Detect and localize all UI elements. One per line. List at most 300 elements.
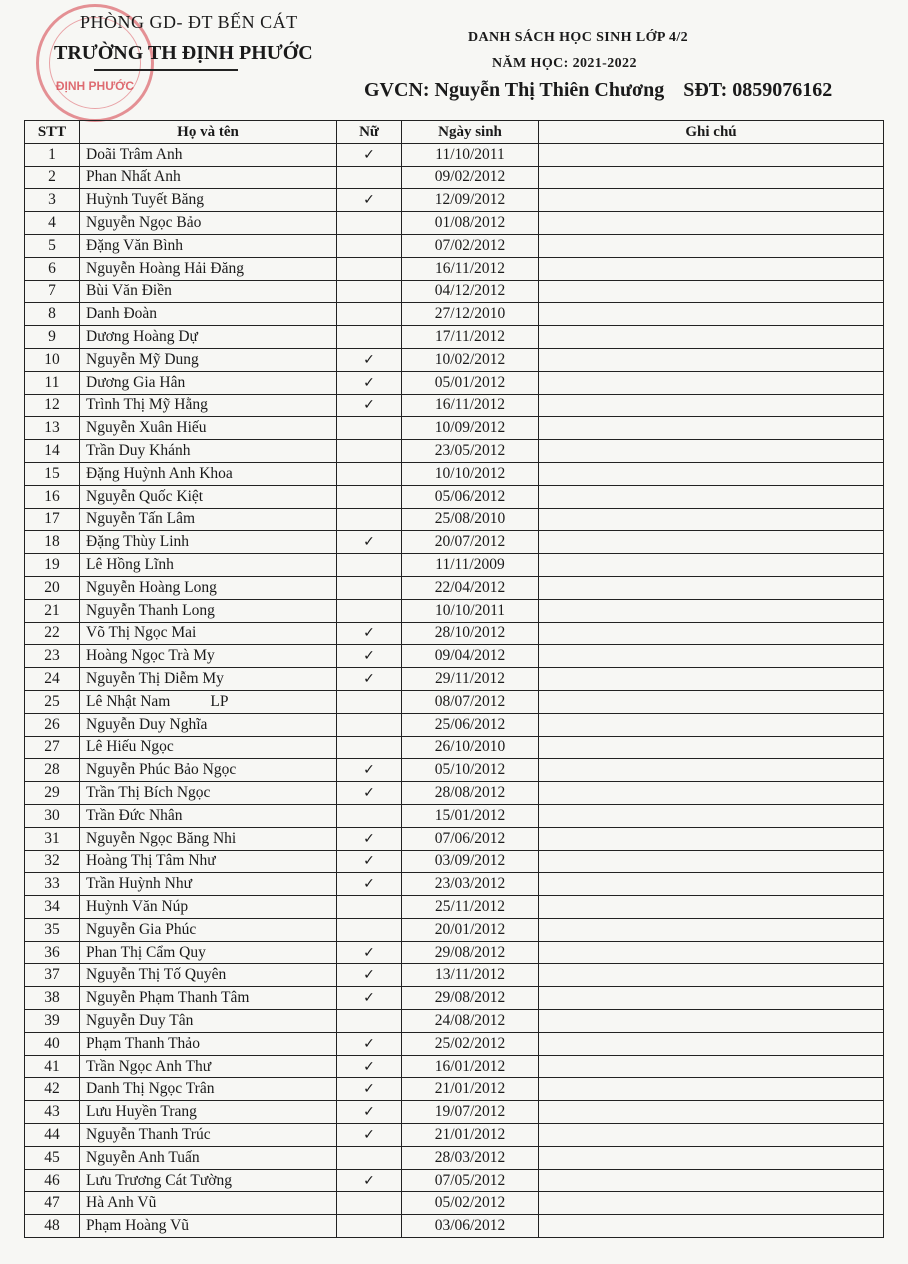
student-name: Đặng Văn Bình — [86, 236, 184, 254]
row-note — [539, 166, 884, 189]
row-female — [337, 212, 402, 235]
row-stt: 25 — [25, 690, 80, 713]
table-row — [25, 212, 884, 235]
row-name-cell — [80, 1032, 337, 1055]
row-female — [337, 1101, 402, 1124]
student-name: Nguyễn Anh Tuấn — [86, 1148, 200, 1166]
row-female — [337, 394, 402, 417]
check-mark-icon: ✓ — [363, 944, 375, 961]
row-female — [337, 485, 402, 508]
student-name: Nguyễn Ngọc Băng Nhi — [86, 829, 237, 847]
row-note — [539, 257, 884, 280]
row-stt: 27 — [25, 736, 80, 759]
row-stt: 31 — [25, 827, 80, 850]
school-name: TRƯỜNG TH ĐỊNH PHƯỚC — [54, 42, 313, 64]
row-dob: 22/04/2012 — [402, 576, 539, 599]
student-name: Nguyễn Thị Diễm My — [86, 670, 224, 688]
row-female — [337, 736, 402, 759]
row-dob: 20/07/2012 — [402, 531, 539, 554]
row-female — [337, 713, 402, 736]
table-row — [25, 143, 884, 166]
row-note — [539, 280, 884, 303]
table-row — [25, 964, 884, 987]
row-stt: 47 — [25, 1192, 80, 1215]
table-row — [25, 1146, 884, 1169]
col-header-dob: Ngày sinh — [402, 121, 539, 144]
check-mark-icon: ✓ — [363, 397, 375, 414]
row-note — [539, 143, 884, 166]
row-name-cell — [80, 394, 337, 417]
row-female — [337, 1215, 402, 1238]
table-row — [25, 599, 884, 622]
table-row — [25, 485, 884, 508]
row-female — [337, 1055, 402, 1078]
row-dob: 03/06/2012 — [402, 1215, 539, 1238]
row-name-cell — [80, 941, 337, 964]
row-name-cell — [80, 417, 337, 440]
row-note — [539, 1101, 884, 1124]
row-stt: 9 — [25, 326, 80, 349]
row-dob: 29/08/2012 — [402, 987, 539, 1010]
row-female — [337, 417, 402, 440]
row-female — [337, 1032, 402, 1055]
row-note — [539, 668, 884, 691]
row-stt: 26 — [25, 713, 80, 736]
table-row — [25, 280, 884, 303]
student-name: Trần Đức Nhân — [86, 806, 183, 824]
row-stt: 12 — [25, 394, 80, 417]
row-note — [539, 554, 884, 577]
row-dob: 09/02/2012 — [402, 166, 539, 189]
row-stt: 35 — [25, 918, 80, 941]
row-female — [337, 645, 402, 668]
row-name-cell — [80, 1169, 337, 1192]
row-note — [539, 782, 884, 805]
student-name: Lưu Huyền Trang — [86, 1103, 197, 1121]
row-name-cell — [80, 1146, 337, 1169]
row-name-cell — [80, 348, 337, 371]
row-note — [539, 1010, 884, 1033]
table-row — [25, 1124, 884, 1147]
row-stt: 37 — [25, 964, 80, 987]
table-row — [25, 827, 884, 850]
student-name: Trần Duy Khánh — [86, 442, 191, 460]
row-name-cell — [80, 554, 337, 577]
row-dob: 13/11/2012 — [402, 964, 539, 987]
table-row — [25, 645, 884, 668]
row-stt: 46 — [25, 1169, 80, 1192]
row-female — [337, 804, 402, 827]
row-stt: 38 — [25, 987, 80, 1010]
row-female — [337, 622, 402, 645]
student-name: Nguyễn Duy Nghĩa — [86, 715, 208, 733]
table-row — [25, 348, 884, 371]
document-title: DANH SÁCH HỌC SINH LỚP 4/2 — [468, 30, 689, 45]
row-name-cell — [80, 1192, 337, 1215]
row-stt: 29 — [25, 782, 80, 805]
row-note — [539, 508, 884, 531]
table-row — [25, 234, 884, 257]
row-female — [337, 531, 402, 554]
row-stt: 45 — [25, 1146, 80, 1169]
row-name-cell — [80, 736, 337, 759]
row-name-cell — [80, 280, 337, 303]
row-dob: 11/10/2011 — [402, 143, 539, 166]
school-year: NĂM HỌC: 2021-2022 — [492, 56, 637, 71]
row-note — [539, 1146, 884, 1169]
row-name-cell — [80, 1078, 337, 1101]
row-name-cell — [80, 1010, 337, 1033]
row-note — [539, 804, 884, 827]
check-mark-icon: ✓ — [363, 967, 375, 984]
row-female — [337, 440, 402, 463]
row-note — [539, 1078, 884, 1101]
row-dob: 10/09/2012 — [402, 417, 539, 440]
row-name-cell — [80, 759, 337, 782]
row-female — [337, 1010, 402, 1033]
table-row — [25, 440, 884, 463]
school-name-underline — [94, 69, 238, 71]
row-stt: 11 — [25, 371, 80, 394]
row-female — [337, 348, 402, 371]
row-dob: 11/11/2009 — [402, 554, 539, 577]
row-female — [337, 896, 402, 919]
row-dob: 09/04/2012 — [402, 645, 539, 668]
row-note — [539, 417, 884, 440]
student-name: Nguyễn Quốc Kiệt — [86, 487, 204, 505]
table-row — [25, 1215, 884, 1238]
student-name: Danh Đoàn — [86, 305, 158, 323]
teacher-name: GVCN: Nguyễn Thị Thiên Chương — [364, 79, 665, 101]
check-mark-icon: ✓ — [363, 762, 375, 779]
student-name: Trần Thị Bích Ngọc — [86, 784, 211, 801]
row-stt: 20 — [25, 576, 80, 599]
row-name-cell — [80, 576, 337, 599]
row-female — [337, 234, 402, 257]
row-note — [539, 1192, 884, 1215]
row-female — [337, 1169, 402, 1192]
student-name: Nguyễn Thanh Long — [86, 601, 215, 619]
row-female — [337, 782, 402, 805]
student-name: Nguyễn Tấn Lâm — [86, 510, 196, 528]
table-row — [25, 804, 884, 827]
row-stt: 3 — [25, 189, 80, 212]
row-note — [539, 941, 884, 964]
row-note — [539, 189, 884, 212]
student-name: Phan Nhất Anh — [86, 168, 181, 186]
row-stt: 48 — [25, 1215, 80, 1238]
row-dob: 08/07/2012 — [402, 690, 539, 713]
row-note — [539, 873, 884, 896]
student-name: Nguyễn Hoàng Hải Đăng — [86, 259, 244, 277]
row-dob: 28/08/2012 — [402, 782, 539, 805]
row-dob: 26/10/2010 — [402, 736, 539, 759]
table-row — [25, 576, 884, 599]
row-female — [337, 508, 402, 531]
table-row — [25, 1078, 884, 1101]
row-note — [539, 827, 884, 850]
check-mark-icon: ✓ — [363, 1081, 375, 1098]
table-row — [25, 987, 884, 1010]
table-row — [25, 531, 884, 554]
row-note — [539, 462, 884, 485]
row-dob: 01/08/2012 — [402, 212, 539, 235]
student-name: Lưu Trương Cát Tường — [86, 1171, 232, 1189]
table-row — [25, 189, 884, 212]
table-row — [25, 1010, 884, 1033]
row-name-cell — [80, 440, 337, 463]
row-name-cell — [80, 827, 337, 850]
row-female — [337, 1124, 402, 1147]
table-row — [25, 736, 884, 759]
department-name: PHÒNG GD- ĐT BẾN CÁT — [80, 12, 298, 32]
row-name-cell — [80, 1101, 337, 1124]
row-name-cell — [80, 1124, 337, 1147]
table-row — [25, 462, 884, 485]
row-female — [337, 303, 402, 326]
row-dob: 21/01/2012 — [402, 1124, 539, 1147]
table-row — [25, 166, 884, 189]
row-female — [337, 987, 402, 1010]
check-mark-icon: ✓ — [363, 1035, 375, 1052]
row-dob: 20/01/2012 — [402, 918, 539, 941]
roster-body — [25, 143, 884, 1237]
student-name: Hà Anh Vũ — [86, 1194, 157, 1212]
student-name: Võ Thị Ngọc Mai — [86, 624, 197, 642]
row-dob: 17/11/2012 — [402, 326, 539, 349]
row-note — [539, 394, 884, 417]
row-dob: 07/02/2012 — [402, 234, 539, 257]
row-note — [539, 1055, 884, 1078]
row-dob: 07/06/2012 — [402, 827, 539, 850]
student-name: Phạm Hoàng Vũ — [86, 1217, 190, 1235]
row-female — [337, 873, 402, 896]
row-stt: 42 — [25, 1078, 80, 1101]
check-mark-icon: ✓ — [363, 1058, 375, 1075]
row-note — [539, 531, 884, 554]
row-note — [539, 896, 884, 919]
row-name-cell — [80, 873, 337, 896]
row-stt: 39 — [25, 1010, 80, 1033]
student-name: Phạm Thanh Thảo — [86, 1034, 200, 1052]
check-mark-icon: ✓ — [363, 351, 375, 368]
student-name: Nguyễn Mỹ Dung — [86, 350, 199, 368]
col-header-female: Nữ — [337, 121, 402, 144]
table-row — [25, 918, 884, 941]
row-dob: 16/01/2012 — [402, 1055, 539, 1078]
row-female — [337, 1078, 402, 1101]
row-note — [539, 234, 884, 257]
row-note — [539, 918, 884, 941]
row-name-cell — [80, 850, 337, 873]
check-mark-icon: ✓ — [363, 192, 375, 209]
check-mark-icon: ✓ — [363, 1126, 375, 1143]
row-name-cell — [80, 713, 337, 736]
row-female — [337, 599, 402, 622]
check-mark-icon: ✓ — [363, 1104, 375, 1121]
row-name-cell — [80, 531, 337, 554]
row-female — [337, 941, 402, 964]
student-name: Huỳnh Tuyết Băng — [86, 191, 204, 209]
check-mark-icon: ✓ — [363, 1172, 375, 1189]
row-stt: 15 — [25, 462, 80, 485]
row-note — [539, 599, 884, 622]
row-stt: 19 — [25, 554, 80, 577]
row-name-cell — [80, 1215, 337, 1238]
student-name: Nguyễn Ngọc Bảo — [86, 214, 202, 232]
row-dob: 07/05/2012 — [402, 1169, 539, 1192]
row-note — [539, 212, 884, 235]
row-dob: 29/11/2012 — [402, 668, 539, 691]
check-mark-icon: ✓ — [363, 990, 375, 1007]
row-dob: 21/01/2012 — [402, 1078, 539, 1101]
student-name: Nguyễn Thanh Trúc — [86, 1125, 211, 1143]
col-header-stt: STT — [25, 121, 80, 144]
student-name: Doãi Trâm Anh — [86, 145, 183, 163]
row-stt: 8 — [25, 303, 80, 326]
student-name: Nguyễn Xuân Hiếu — [86, 419, 207, 437]
row-dob: 15/01/2012 — [402, 804, 539, 827]
row-stt: 28 — [25, 759, 80, 782]
row-dob: 10/10/2011 — [402, 599, 539, 622]
student-name: Nguyễn Duy Tân — [86, 1011, 194, 1029]
row-female — [337, 827, 402, 850]
row-stt: 4 — [25, 212, 80, 235]
table-row — [25, 1032, 884, 1055]
row-stt: 18 — [25, 531, 80, 554]
row-name-cell — [80, 804, 337, 827]
student-name: Phan Thị Cẩm Quy — [86, 943, 206, 961]
row-female — [337, 143, 402, 166]
row-dob: 05/06/2012 — [402, 485, 539, 508]
student-name: Hoàng Thị Tâm Như — [86, 852, 216, 870]
row-stt: 14 — [25, 440, 80, 463]
row-note — [539, 1124, 884, 1147]
row-female — [337, 462, 402, 485]
row-name-cell — [80, 782, 337, 805]
table-row — [25, 394, 884, 417]
row-name-cell — [80, 622, 337, 645]
student-name: Nguyễn Phạm Thanh Tâm — [86, 989, 250, 1007]
row-stt: 21 — [25, 599, 80, 622]
table-row — [25, 1101, 884, 1124]
student-name: Dương Hoàng Dự — [86, 328, 198, 346]
table-row — [25, 417, 884, 440]
row-female — [337, 964, 402, 987]
row-note — [539, 1215, 884, 1238]
row-stt: 24 — [25, 668, 80, 691]
row-female — [337, 1146, 402, 1169]
row-note — [539, 303, 884, 326]
school-seal-text: ĐỊNH PHƯỚC — [55, 79, 135, 93]
row-note — [539, 326, 884, 349]
row-stt: 40 — [25, 1032, 80, 1055]
row-name-cell — [80, 462, 337, 485]
row-dob: 10/10/2012 — [402, 462, 539, 485]
row-dob: 12/09/2012 — [402, 189, 539, 212]
row-female — [337, 918, 402, 941]
table-row — [25, 1055, 884, 1078]
row-stt: 23 — [25, 645, 80, 668]
table-row — [25, 782, 884, 805]
row-dob: 19/07/2012 — [402, 1101, 539, 1124]
table-row — [25, 873, 884, 896]
table-row — [25, 622, 884, 645]
row-name-cell — [80, 303, 337, 326]
row-dob: 05/01/2012 — [402, 371, 539, 394]
check-mark-icon: ✓ — [363, 146, 375, 163]
row-name-cell — [80, 599, 337, 622]
student-name: Nguyễn Hoàng Long — [86, 578, 217, 596]
table-row — [25, 713, 884, 736]
row-name-cell — [80, 166, 337, 189]
row-stt: 5 — [25, 234, 80, 257]
row-name-cell — [80, 371, 337, 394]
row-name-cell — [80, 964, 337, 987]
row-female — [337, 257, 402, 280]
row-stt: 16 — [25, 485, 80, 508]
row-name-cell — [80, 508, 337, 531]
row-note — [539, 645, 884, 668]
row-dob: 05/02/2012 — [402, 1192, 539, 1215]
table-row — [25, 941, 884, 964]
row-note — [539, 987, 884, 1010]
table-row — [25, 371, 884, 394]
row-note — [539, 1169, 884, 1192]
table-row — [25, 257, 884, 280]
student-name: Nguyễn Thị Tố Quyên — [86, 966, 227, 984]
row-stt: 1 — [25, 143, 80, 166]
row-name-cell — [80, 234, 337, 257]
table-row — [25, 1169, 884, 1192]
student-name: Hoàng Ngọc Trà My — [86, 647, 215, 665]
row-stt: 7 — [25, 280, 80, 303]
row-female — [337, 759, 402, 782]
row-name-cell — [80, 645, 337, 668]
row-stt: 44 — [25, 1124, 80, 1147]
row-dob: 03/09/2012 — [402, 850, 539, 873]
row-note — [539, 759, 884, 782]
student-name: Lê Hồng Lĩnh — [86, 556, 174, 574]
student-name: Đặng Huỳnh Anh Khoa — [86, 464, 233, 482]
row-dob: 25/02/2012 — [402, 1032, 539, 1055]
row-note — [539, 576, 884, 599]
row-note — [539, 964, 884, 987]
table-row — [25, 303, 884, 326]
row-note — [539, 485, 884, 508]
student-name: Bùi Văn Điền — [86, 282, 172, 300]
row-dob: 16/11/2012 — [402, 394, 539, 417]
student-name: Trần Ngọc Anh Thư — [86, 1057, 212, 1075]
row-note — [539, 440, 884, 463]
check-mark-icon: ✓ — [363, 648, 375, 665]
row-female — [337, 690, 402, 713]
row-dob: 25/11/2012 — [402, 896, 539, 919]
student-name: Lê Hiếu Ngọc — [86, 738, 174, 756]
row-note — [539, 690, 884, 713]
table-row — [25, 850, 884, 873]
student-name: Nguyễn Gia Phúc — [86, 920, 197, 938]
row-dob: 24/08/2012 — [402, 1010, 539, 1033]
row-stt: 34 — [25, 896, 80, 919]
row-name-cell — [80, 189, 337, 212]
student-name: Nguyễn Phúc Bảo Ngọc — [86, 761, 237, 779]
row-dob: 29/08/2012 — [402, 941, 539, 964]
row-female — [337, 1192, 402, 1215]
row-note — [539, 736, 884, 759]
student-name: Lê Nhật Nam — [86, 692, 171, 710]
table-row — [25, 554, 884, 577]
